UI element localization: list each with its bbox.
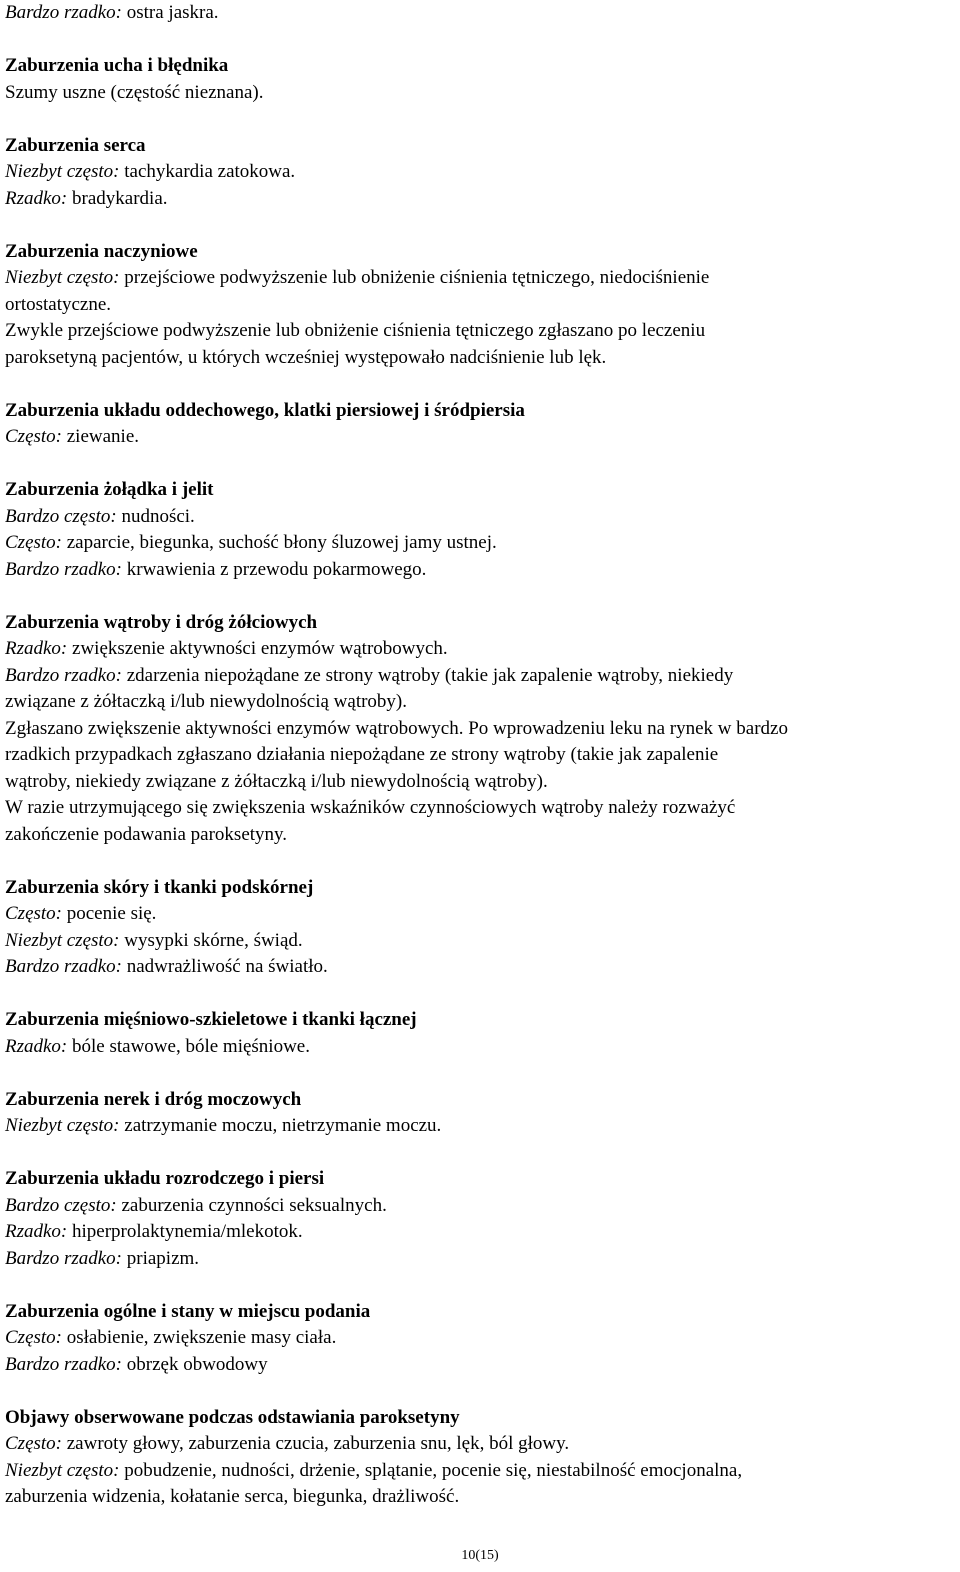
document-body xyxy=(5,0,957,1511)
text-line xyxy=(5,0,957,27)
line-text: zawroty głowy, zaburzenia czucia, zaburzenia snu, lęk, ból głowy. xyxy=(62,1433,570,1454)
text-line xyxy=(5,530,957,557)
text-line xyxy=(5,1193,957,1220)
line-text: ortostatyczne. xyxy=(5,293,112,315)
section-heading-text: Zaburzenia naczyniowe xyxy=(5,240,198,262)
text-line xyxy=(5,1458,957,1485)
section-heading-text: Zaburzenia żołądka i jelit xyxy=(5,479,214,500)
line-text: zakończenie podawania paroksetyny. xyxy=(5,823,288,845)
section-heading-text: Zaburzenia skóry i tkanki podskórnej xyxy=(5,876,314,898)
text-line xyxy=(5,292,957,319)
section-heading xyxy=(5,477,957,504)
frequency-label: Rzadko: xyxy=(5,1221,68,1242)
line-text: wątroby, niekiedy związane z żółtaczką i/lub niewydolnością wątroby). xyxy=(5,770,548,792)
section-heading xyxy=(5,1087,957,1114)
text-line xyxy=(5,504,957,531)
section-heading xyxy=(5,610,957,637)
text-line xyxy=(5,1325,957,1352)
text-line xyxy=(5,954,957,981)
line-text: ostra jaskra. xyxy=(122,2,219,23)
frequency-label: Niezbyt często: xyxy=(5,929,120,951)
paragraph-spacer xyxy=(5,27,957,54)
paragraph-spacer xyxy=(5,1272,957,1299)
line-text: hiperprolaktynemia/mlekotok. xyxy=(67,1221,303,1242)
line-text: związane z żółtaczką i/lub niewydolnością wątroby). xyxy=(5,691,407,712)
section-heading-text: Zaburzenia układu oddechowego, klatki piersiowej i śródpiersia xyxy=(5,399,525,421)
line-text: zaparcie, biegunka, suchość błony śluzowej jamy ustnej. xyxy=(62,532,497,553)
line-text: priapizm. xyxy=(122,1247,200,1269)
section-heading xyxy=(5,1299,957,1326)
paragraph-spacer xyxy=(5,1378,957,1405)
section-heading-text: Zaburzenia mięśniowo-szkieletowe i tkanki łącznej xyxy=(5,1009,417,1030)
section-heading xyxy=(5,1405,957,1432)
text-line xyxy=(5,557,957,584)
frequency-label: Bardzo rzadko: xyxy=(5,2,122,23)
section-heading-text: Zaburzenia nerek i dróg moczowych xyxy=(5,1088,302,1110)
text-line xyxy=(5,1484,957,1511)
line-text: rzadkich przypadkach zgłaszano działania niepożądane ze strony wątroby (takie jak zapalenie xyxy=(5,744,719,765)
line-text: zatrzymanie moczu, nietrzymanie moczu. xyxy=(119,1115,442,1136)
frequency-label: Rzadko: xyxy=(5,187,68,209)
line-text: osłabienie, zwiększenie masy ciała. xyxy=(62,1327,337,1348)
line-text: zaburzenia czynności seksualnych. xyxy=(116,1194,387,1216)
frequency-label: Bardzo często: xyxy=(5,505,117,527)
line-text: Szumy uszne (częstość nieznana). xyxy=(5,81,264,103)
text-line xyxy=(5,424,957,451)
section-heading xyxy=(5,239,957,266)
text-line xyxy=(5,318,957,345)
text-line xyxy=(5,1219,957,1246)
frequency-label: Niezbyt często: xyxy=(5,161,120,182)
frequency-label: Często: xyxy=(5,426,62,447)
line-text: bradykardia. xyxy=(67,187,168,209)
section-heading-text: Zaburzenia ogólne i stany w miejscu podania xyxy=(5,1300,371,1322)
frequency-label: Bardzo rzadko: xyxy=(5,1247,122,1269)
paragraph-spacer xyxy=(5,212,957,239)
line-text: krwawienia z przewodu pokarmowego. xyxy=(122,558,427,580)
line-text: przejściowe podwyższenie lub obniżenie ciśnienia tętniczego, niedociśnienie xyxy=(119,267,710,288)
text-line xyxy=(5,1034,957,1061)
frequency-label: Niezbyt często: xyxy=(5,1115,120,1136)
line-text: Zwykle przejściowe podwyższenie lub obniżenie ciśnienia tętniczego zgłaszano po leczeniu xyxy=(5,320,706,341)
text-line xyxy=(5,689,957,716)
section-heading-text: Zaburzenia ucha i błędnika xyxy=(5,55,229,76)
text-line xyxy=(5,636,957,663)
frequency-label: Często: xyxy=(5,903,62,924)
section-heading-text: Zaburzenia wątroby i dróg żółciowych xyxy=(5,611,318,633)
frequency-label: Często: xyxy=(5,1327,62,1348)
line-text: tachykardia zatokowa. xyxy=(119,161,296,182)
line-text: zdarzenia niepożądane ze strony wątroby (takie jak zapalenie wątroby, niekiedy xyxy=(122,664,734,686)
line-text: nadwrażliwość na światło. xyxy=(122,956,328,977)
section-heading xyxy=(5,133,957,160)
paragraph-spacer xyxy=(5,371,957,398)
frequency-label: Bardzo rzadko: xyxy=(5,1353,122,1375)
frequency-label: Bardzo często: xyxy=(5,1194,117,1216)
text-line xyxy=(5,822,957,849)
frequency-label: Bardzo rzadko: xyxy=(5,558,122,580)
paragraph-spacer xyxy=(5,451,957,478)
text-line xyxy=(5,80,957,107)
line-text: Zgłaszano zwiększenie aktywności enzymów wątrobowych. Po wprowadzeniu leku na rynek w bardzo xyxy=(5,717,788,739)
text-line xyxy=(5,345,957,372)
text-line xyxy=(5,1352,957,1379)
text-line xyxy=(5,663,957,690)
text-line xyxy=(5,901,957,928)
text-line xyxy=(5,928,957,955)
text-line xyxy=(5,1246,957,1273)
text-line xyxy=(5,1113,957,1140)
frequency-label: Często: xyxy=(5,1433,62,1454)
paragraph-spacer xyxy=(5,1140,957,1167)
text-line xyxy=(5,265,957,292)
line-text: zaburzenia widzenia, kołatanie serca, biegunka, drażliwość. xyxy=(5,1486,460,1507)
line-text: paroksetyną pacjentów, u których wcześniej występowało nadciśnienie lub lęk. xyxy=(5,346,607,368)
frequency-label: Bardzo rzadko: xyxy=(5,664,122,686)
text-line xyxy=(5,716,957,743)
line-text: zwiększenie aktywności enzymów wątrobowych. xyxy=(67,638,448,659)
page-number: 10(15) xyxy=(461,1548,499,1563)
line-text: bóle stawowe, bóle mięśniowe. xyxy=(67,1035,310,1057)
line-text: W razie utrzymującego się zwiększenia wskaźników czynnościowych wątroby należy rozważyć xyxy=(5,797,736,818)
text-line xyxy=(5,769,957,796)
frequency-label: Bardzo rzadko: xyxy=(5,956,122,977)
section-heading-text: Objawy obserwowane podczas odstawiania paroksetyny xyxy=(5,1406,460,1428)
line-text: ziewanie. xyxy=(62,426,140,447)
paragraph-spacer xyxy=(5,106,957,133)
frequency-label: Niezbyt często: xyxy=(5,267,120,288)
frequency-label: Rzadko: xyxy=(5,638,68,659)
line-text: wysypki skórne, świąd. xyxy=(119,929,303,951)
line-text: pocenie się. xyxy=(62,903,157,924)
section-heading xyxy=(5,398,957,425)
frequency-label: Rzadko: xyxy=(5,1035,68,1057)
text-line xyxy=(5,186,957,213)
frequency-label: Niezbyt często: xyxy=(5,1459,120,1481)
text-line xyxy=(5,742,957,769)
section-heading xyxy=(5,1007,957,1034)
section-heading-text: Zaburzenia układu rozrodczego i piersi xyxy=(5,1168,325,1189)
section-heading xyxy=(5,1166,957,1193)
line-text: nudności. xyxy=(116,505,195,527)
frequency-label: Często: xyxy=(5,532,62,553)
line-text: pobudzenie, nudności, drżenie, splątanie, pocenie się, niestabilność emocjonalna, xyxy=(119,1459,743,1481)
text-line xyxy=(5,1431,957,1458)
paragraph-spacer xyxy=(5,583,957,610)
paragraph-spacer xyxy=(5,1060,957,1087)
line-text: obrzęk obwodowy xyxy=(122,1353,268,1375)
section-heading-text: Zaburzenia serca xyxy=(5,134,146,156)
section-heading xyxy=(5,875,957,902)
text-line xyxy=(5,159,957,186)
paragraph-spacer xyxy=(5,981,957,1008)
text-line xyxy=(5,795,957,822)
section-heading xyxy=(5,53,957,80)
paragraph-spacer xyxy=(5,848,957,875)
